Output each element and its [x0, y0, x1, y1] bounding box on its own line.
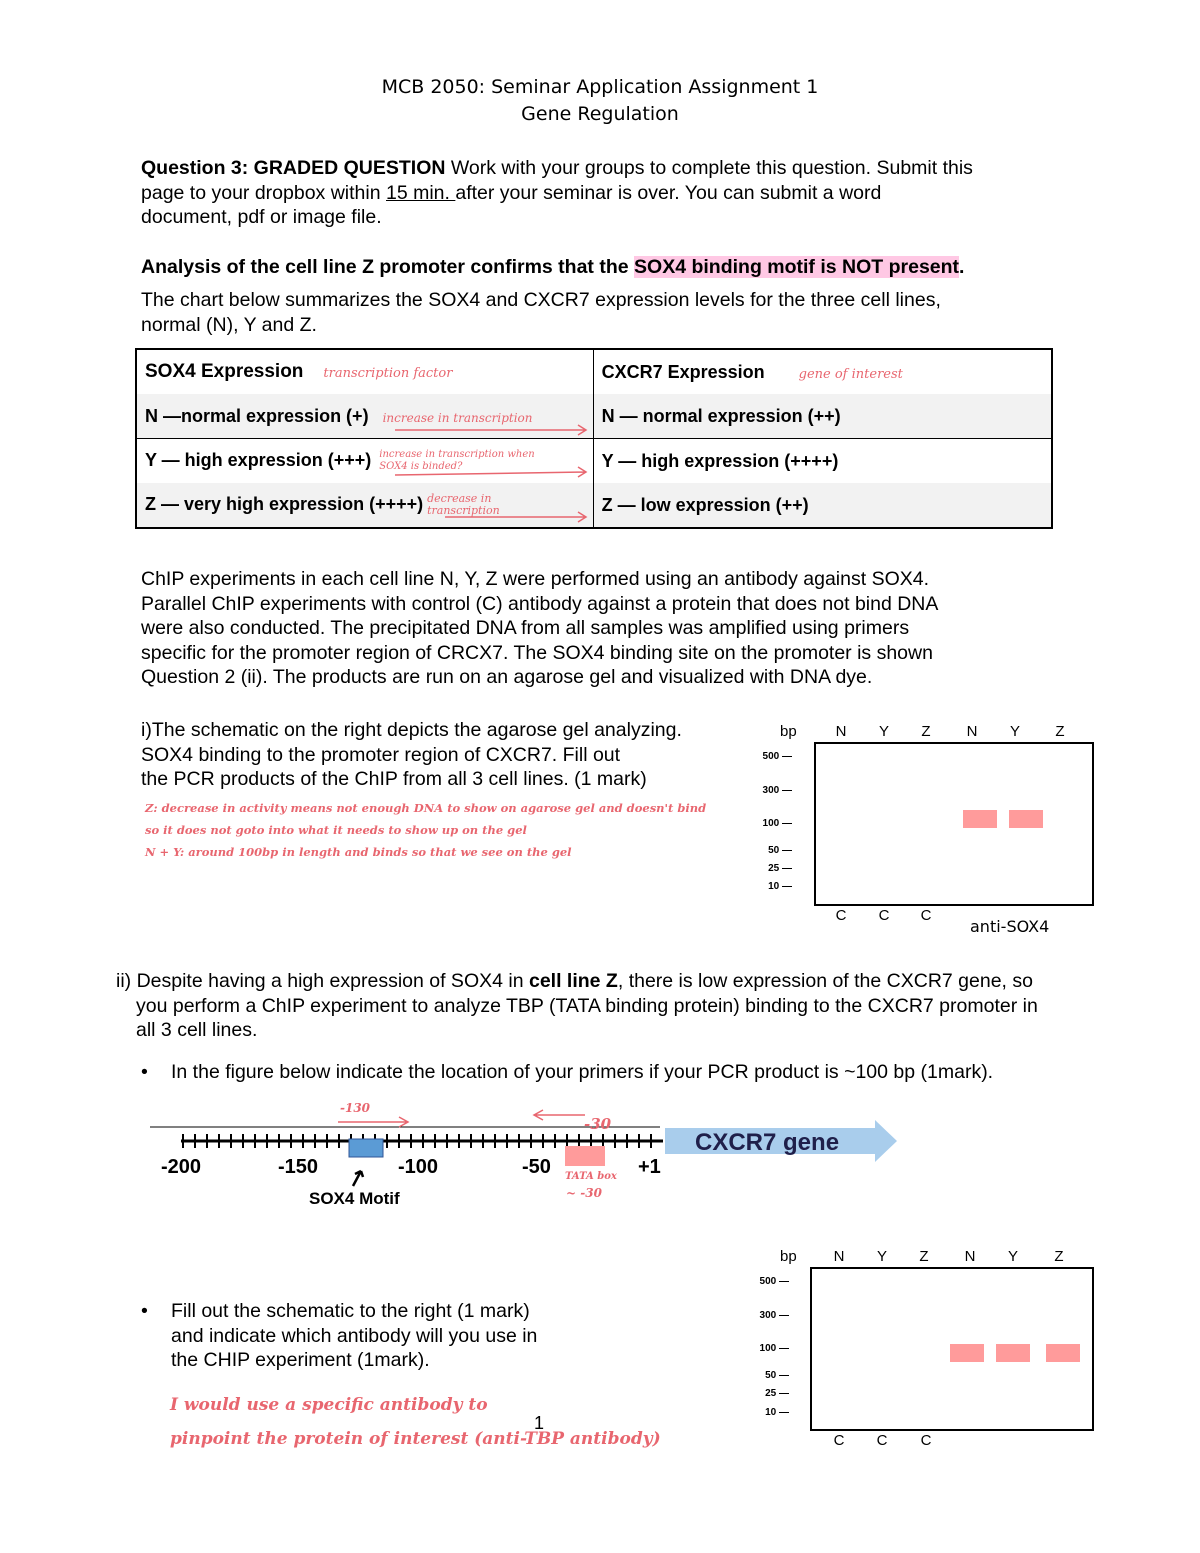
gel-1-control-label: C — [878, 907, 890, 924]
bullet-icon: • — [141, 1300, 148, 1322]
sox4-motif-box — [349, 1139, 383, 1157]
gel-2-lane-label: Z — [1054, 1248, 1064, 1265]
gel-1-band-n — [963, 810, 997, 828]
gel-1-control-label: C — [835, 907, 847, 924]
ladder-mark: 300 — — [762, 785, 792, 796]
gene-label: CXCR7 gene — [695, 1129, 840, 1156]
gel-2-lane-label: Y — [876, 1248, 887, 1265]
gel-1-lane-label: Y — [878, 723, 889, 740]
position-label: -50 — [522, 1156, 551, 1178]
tata-note: TATA box — [565, 1171, 617, 1182]
document-title: MCB 2050: Seminar Application Assignment 1 — [381, 76, 819, 98]
gel-2-band-z — [1046, 1344, 1080, 1362]
part-ii-text: ii) Despite having a high expression of SOX4 in cell line Z, there is low expression of the CXCR7 gene, so you perform a ChIP experiment to analyze TBP (TATA binding protein) binding to the CXCR7 promoter in all 3 cell lines. — [116, 970, 1038, 1041]
table-row: Y — high expression (+++) increase in transcription when SOX4 is binded? Y — high expression (++++) — [136, 439, 1052, 484]
ladder-mark: 10 — — [768, 881, 792, 892]
ladder-mark: 500 — — [762, 751, 792, 762]
gel-1[interactable] — [814, 742, 1094, 906]
cxcr7-header-note: gene of interest — [798, 366, 903, 382]
position-label: -150 — [278, 1156, 319, 1178]
ladder-mark: 50 — — [768, 845, 792, 856]
bullet-icon: • — [141, 1061, 148, 1083]
ladder-mark: 50 — — [765, 1370, 789, 1381]
reverse-primer-arrow — [534, 1110, 585, 1120]
part-i-handwritten-answer: Z: decrease in activity means not enough DNA to show on agarose gel and doesn't bind so it does not goto into what it needs to show up on the gel N + Y: around 100bp in length and binds so that we see on the gel — [145, 801, 707, 859]
gel-2-control-label: C — [833, 1432, 845, 1449]
gel-1-lane-label: Z — [1055, 723, 1065, 740]
gel-1-antibody-label: anti-SOX4 — [970, 917, 1050, 936]
position-label: -100 — [398, 1156, 439, 1178]
tata-note: ~ -30 — [566, 1186, 602, 1200]
gel-1-band-y — [1009, 810, 1043, 828]
ladder-mark: 25 — — [765, 1388, 789, 1399]
row-note: increase in transcription — [382, 410, 533, 425]
chart-intro: The chart below summarizes the SOX4 and CXCR7 expression levels for the three cell lines, normal (N), Y and Z. — [141, 289, 941, 336]
gel-2-band-n — [950, 1344, 984, 1362]
ladder-mark: 100 — — [759, 1343, 789, 1354]
question-label: Question 3: GRADED QUESTION — [141, 157, 446, 179]
table-row: N —normal expression (+) increase in transcription N — normal expression (++) — [136, 394, 1052, 439]
gel-1-control-label: C — [920, 907, 932, 924]
forward-primer-arrow — [338, 1117, 408, 1127]
chip-paragraph: ChIP experiments in each cell line N, Y, Z were performed using an antibody against SOX4. Parallel ChIP experiments with control (C) antibody against a protein that does not bind DNA were also conducted. The precipitated DNA from all samples was amplified using primers specific for the promoter region of CRCX7. The SOX4 binding site on the promoter is shown Question 2 (ii). The products are run on an agarose gel and visualized with DNA dye. — [141, 568, 939, 688]
sox4-header-note: transcription factor — [323, 366, 453, 381]
table-row: Z — very high expression (++++) decrease in transcription Z — low expression (++) — [136, 483, 1052, 528]
antibody-handwritten-answer: I would use a specific antibody to pinpoint the protein of interest (anti-TBP antibody) — [170, 1395, 661, 1449]
gel-2-band-y — [996, 1344, 1030, 1362]
analysis-statement: Analysis of the cell line Z promoter confirms that the SOX4 binding motif is NOT present. — [141, 256, 965, 278]
table-annotation-arrows — [390, 420, 600, 530]
gel-2-lane-label: Z — [919, 1248, 929, 1265]
gel-2-lane-label: N — [833, 1248, 845, 1265]
table-header-row — [136, 349, 1052, 394]
cxcr7-header: CXCR7 Expression — [601, 361, 765, 382]
highlighted-finding: SOX4 binding motif is NOT present — [634, 256, 960, 278]
gel-1-lane-label: N — [835, 723, 847, 740]
motif-label: SOX4 Motif — [309, 1189, 400, 1208]
gel-2-lane-label: Y — [1007, 1248, 1018, 1265]
question-intro: Question 3: GRADED QUESTION Work with your groups to complete this question. Submit this page to your dropbox within 15 min. after your seminar is over. You can submit a word document, pdf or image file. — [141, 157, 973, 228]
ladder-mark: 10 — — [765, 1407, 789, 1418]
row-note: decrease in transcription — [427, 492, 500, 517]
ladder-mark: 500 — — [759, 1276, 789, 1287]
sox4-header: SOX4 Expression — [145, 361, 304, 382]
tata-box-mark — [565, 1146, 605, 1166]
arrow-icon — [445, 512, 586, 522]
gel-1-bp-label: bp — [780, 723, 797, 740]
bullet-schematic: • Fill out the schematic to the right (1 mark) and indicate which antibody will you use in the CHIP experiment (1mark). — [141, 1300, 538, 1371]
ladder-mark: 300 — — [759, 1310, 789, 1321]
ladder-mark: 100 — — [762, 818, 792, 829]
bullet-primers: • In the figure below indicate the location of your primers if your PCR product is ~100 bp (1mark). — [141, 1061, 994, 1083]
position-label: -200 — [161, 1156, 202, 1178]
gel-2-lane-label: N — [964, 1248, 976, 1265]
arrow-icon — [395, 425, 586, 435]
arrow-icon — [395, 467, 586, 477]
gel-2-control-label: C — [876, 1432, 888, 1449]
page-number: 1 — [534, 1413, 545, 1433]
reverse-primer-position: -30 — [584, 1115, 612, 1133]
time-limit: 15 min. — [386, 181, 456, 204]
row-note: increase in transcription when SOX4 is binded? — [379, 449, 535, 472]
part-i-text: i)The schematic on the right depicts the agarose gel analyzing. SOX4 binding to the promoter region of CXCR7. Fill out the PCR products of the ChIP from all 3 cell lines. (1 mark) — [141, 719, 682, 790]
gel-2-control-label: C — [920, 1432, 932, 1449]
gel-1-lane-label: Y — [1009, 723, 1020, 740]
gel-2-bp-label: bp — [780, 1248, 797, 1265]
gel-1-lane-label: Z — [921, 723, 931, 740]
motif-pointer-arrow — [353, 1171, 363, 1186]
gel-1-lane-label: N — [966, 723, 978, 740]
forward-primer-position: -130 — [340, 1101, 371, 1115]
ladder-mark: 25 — — [768, 863, 792, 874]
document-subtitle: Gene Regulation — [521, 103, 679, 125]
position-label: +1 — [638, 1156, 661, 1178]
